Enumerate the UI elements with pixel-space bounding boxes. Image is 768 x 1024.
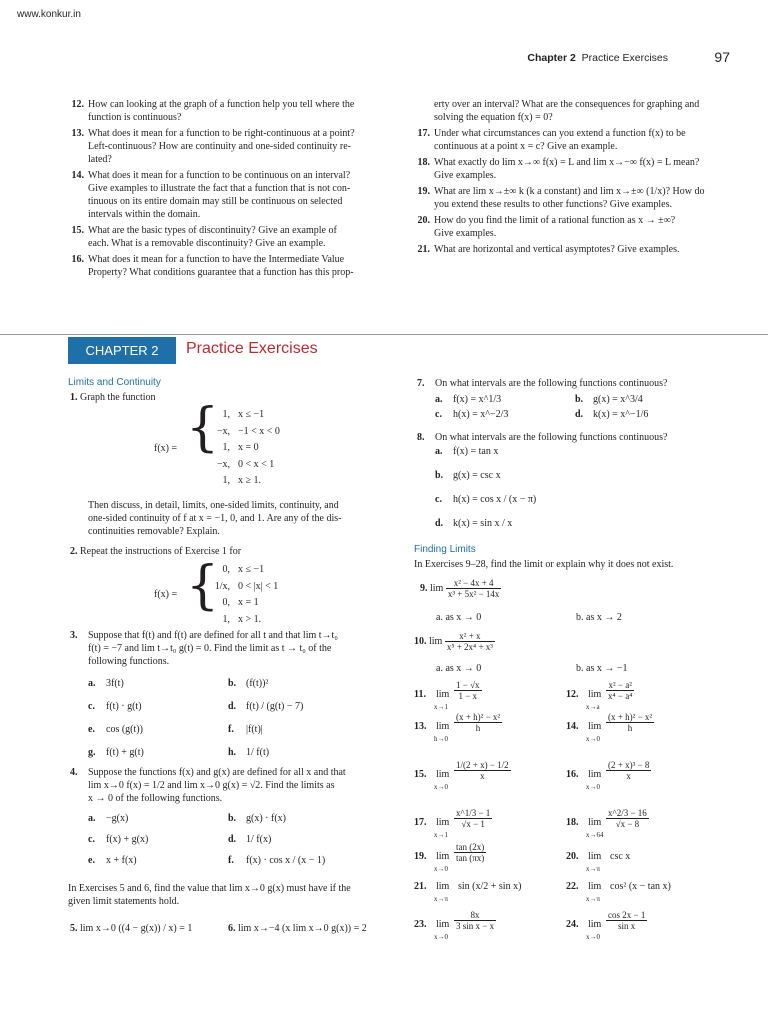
numerator: x² − a² bbox=[606, 680, 634, 691]
exercise-number: 15. bbox=[414, 769, 427, 780]
part-expression: g(x) · f(x) bbox=[246, 813, 286, 824]
lim-word: lim bbox=[588, 817, 602, 828]
exercise-5 bbox=[70, 922, 192, 935]
question-line: solving the equation f(x) = 0? bbox=[434, 112, 553, 123]
part-expression: cos (g(t)) bbox=[106, 724, 143, 735]
numerator: (x + h)² − x² bbox=[608, 712, 653, 722]
exercise-number: 21. bbox=[414, 881, 427, 892]
case-value: 1/x, bbox=[214, 580, 230, 592]
exercise-line: x → 0 of the following functions. bbox=[88, 793, 223, 804]
numerator: x^2/3 − 16 bbox=[608, 808, 647, 818]
exercise-number: 1. bbox=[70, 392, 78, 403]
question-line: Give examples. bbox=[434, 228, 497, 239]
limit-subscript: x→0 bbox=[586, 783, 600, 791]
part-label: a. bbox=[88, 813, 96, 824]
limit-exercise bbox=[566, 760, 716, 794]
part-label: c. bbox=[88, 701, 95, 712]
limit-subscript: x→64 bbox=[586, 831, 604, 839]
part-label: f. bbox=[228, 855, 234, 866]
case-condition: x ≤ −1 bbox=[238, 564, 265, 575]
lim-word: lim bbox=[588, 769, 602, 780]
part-expression: h(x) = cos x / (x − π) bbox=[453, 494, 537, 505]
part-label: d. bbox=[228, 834, 237, 845]
section-divider bbox=[0, 334, 768, 335]
question-number: 20. bbox=[417, 215, 430, 226]
denominator: h bbox=[627, 723, 633, 733]
question-line: Give examples. bbox=[434, 170, 497, 181]
question-line: How can looking at the graph of a function help you tell where the bbox=[88, 99, 355, 110]
exercise-number: 2. bbox=[70, 546, 78, 557]
exercise-number: 10. bbox=[414, 635, 427, 647]
fraction bbox=[606, 712, 654, 733]
lim-word: lim bbox=[436, 851, 450, 862]
fraction bbox=[606, 680, 634, 701]
limit-exercise bbox=[414, 872, 564, 906]
question-line: What are the basic types of discontinuity? Give an example of bbox=[88, 225, 337, 236]
case-value: −x, bbox=[216, 425, 230, 437]
denominator: x⁵ + 2x⁴ + x³ bbox=[446, 642, 493, 652]
exercise-1 bbox=[70, 391, 156, 404]
numerator: 1/(2 + x) − 1/2 bbox=[456, 760, 509, 770]
case-condition: x ≥ 1. bbox=[238, 475, 261, 486]
case-value: 0, bbox=[222, 564, 230, 575]
part-label: e. bbox=[88, 855, 95, 866]
exercise-9 bbox=[420, 578, 501, 599]
part-expression: g(x) = x^3/4 bbox=[593, 394, 643, 405]
question-line: What does it mean for a function to be continuous on an interval? bbox=[88, 170, 351, 181]
limit-exercise bbox=[414, 842, 564, 876]
case-value: 0, bbox=[222, 597, 230, 608]
ex2-fx-label: f(x) = bbox=[154, 589, 178, 600]
fraction bbox=[606, 808, 649, 829]
question-line: What are lim x→±∞ k (k a constant) and lim x→±∞ (1/x)? How do bbox=[434, 186, 705, 197]
fraction bbox=[454, 680, 482, 701]
question-line: What are horizontal and vertical asymptotes? Give examples. bbox=[434, 244, 680, 255]
denominator: √x − 8 bbox=[615, 819, 640, 829]
question-line: lated? bbox=[88, 154, 112, 165]
part-expression: f(t) · g(t) bbox=[106, 701, 142, 712]
numerator: cos 2x − 1 bbox=[608, 910, 646, 920]
exercise-number: 23. bbox=[414, 919, 427, 930]
denominator: h bbox=[475, 723, 481, 733]
fraction bbox=[454, 760, 511, 781]
exercise-number: 17. bbox=[414, 817, 427, 828]
limit-exercise bbox=[566, 712, 716, 746]
exercise-number: 6. bbox=[228, 923, 236, 934]
part-expression: f(x) + g(x) bbox=[106, 834, 149, 845]
exercise-number: 13. bbox=[414, 721, 427, 732]
denominator: x bbox=[480, 771, 485, 781]
question-line: continuous at a point x = c? Give an example. bbox=[434, 141, 618, 152]
ex10-part-b: b. as x → −1 bbox=[576, 663, 628, 674]
numerator: tan (2x) bbox=[454, 842, 486, 853]
running-header bbox=[527, 52, 668, 64]
part-label: d. bbox=[228, 701, 237, 712]
question-number: 12. bbox=[71, 99, 84, 110]
part-label: a. bbox=[435, 394, 443, 405]
fraction bbox=[454, 842, 486, 863]
limit-subscript: x→0 bbox=[434, 865, 448, 873]
exercise-line: lim x→0 f(x) = 1/2 and lim x→0 g(x) = √2. Find the limits as bbox=[88, 780, 335, 791]
part-expression: −g(x) bbox=[106, 813, 129, 824]
lim-word: lim bbox=[436, 919, 450, 930]
lim-word: lim bbox=[588, 851, 602, 862]
exercise-number: 16. bbox=[566, 769, 579, 780]
question-line: What does it mean for a function to have the Intermediate Value bbox=[88, 254, 345, 265]
lim-word: lim bbox=[588, 881, 602, 892]
part-label: c. bbox=[88, 834, 95, 845]
question-line: Left-continuous? How are continuity and one-sided continuity re- bbox=[88, 141, 351, 152]
limit-exercise bbox=[414, 760, 564, 794]
exercise-number: 7. bbox=[417, 378, 425, 389]
exercise-number: 24. bbox=[566, 919, 579, 930]
limit-subscript: x→π bbox=[586, 865, 601, 873]
part-label: g. bbox=[88, 747, 96, 758]
fraction bbox=[454, 712, 502, 733]
denominator: √x − 1 bbox=[461, 819, 485, 829]
question-number: 21. bbox=[417, 244, 430, 255]
exercise-line: Suppose the functions f(x) and g(x) are defined for all x and that bbox=[88, 767, 346, 778]
exercise-number: 20. bbox=[566, 851, 579, 862]
question-line: tinuous on its entire domain may still be continuous on selected bbox=[88, 196, 343, 207]
ex1-fx-label: f(x) = bbox=[154, 443, 178, 454]
question-number: 18. bbox=[417, 157, 430, 168]
exercise-number: 22. bbox=[566, 881, 579, 892]
question-line: Property? What conditions guarantee that a function has this prop- bbox=[88, 267, 354, 278]
part-expression: g(x) = csc x bbox=[453, 470, 501, 481]
fraction bbox=[454, 808, 492, 829]
limit-subscript: x→1 bbox=[434, 831, 448, 839]
lim-word: lim bbox=[436, 721, 450, 732]
question-line: What exactly do lim x→∞ f(x) = L and lim x→−∞ f(x) = L mean? bbox=[434, 157, 700, 168]
part-expression: 1/ f(x) bbox=[246, 834, 272, 845]
part-label: e. bbox=[88, 724, 95, 735]
limit-exercise bbox=[566, 872, 716, 906]
limit-expression: cos² (x − tan x) bbox=[610, 881, 671, 892]
part-label: c. bbox=[435, 409, 442, 420]
numerator: 8x bbox=[454, 910, 496, 921]
part-expression: f(t) + g(t) bbox=[106, 747, 144, 758]
part-expression: f(t) / (g(t) − 7) bbox=[246, 701, 304, 712]
part-label: b. bbox=[228, 678, 237, 689]
denominator: x³ + 5x² − 14x bbox=[447, 589, 500, 599]
denominator: tan (πx) bbox=[456, 853, 485, 863]
part-expression: f(x) = tan x bbox=[453, 446, 499, 457]
limit-expression: csc x bbox=[610, 851, 631, 862]
part-expression: k(x) = x^−1/6 bbox=[593, 409, 649, 420]
exercise-line: following functions. bbox=[88, 656, 170, 667]
finding-limits-intro: In Exercises 9–28, find the limit or explain why it does not exist. bbox=[414, 559, 674, 570]
exercise-number: 5. bbox=[70, 923, 78, 934]
case-condition: 0 < |x| < 1 bbox=[238, 580, 279, 592]
part-expression: |f(t)| bbox=[246, 724, 263, 735]
limit-exercise bbox=[414, 680, 564, 714]
part-expression: x + f(x) bbox=[106, 855, 137, 866]
lim-word: lim bbox=[429, 635, 443, 647]
numerator: (x + h)² − x² bbox=[456, 712, 501, 722]
limit-exercise bbox=[566, 910, 716, 944]
numerator: x^1/3 − 1 bbox=[456, 808, 491, 818]
denominator: sin x bbox=[618, 921, 636, 931]
exercise-number: 4. bbox=[70, 767, 78, 778]
limit-exercise bbox=[566, 680, 716, 714]
case-condition: x > 1. bbox=[238, 613, 262, 625]
section-heading-limits: Limits and Continuity bbox=[68, 377, 161, 388]
exercise-number: 19. bbox=[414, 851, 427, 862]
limit-subscript: x→π bbox=[586, 895, 601, 903]
part-expression: k(x) = sin x / x bbox=[453, 518, 513, 529]
case-value: 1, bbox=[222, 475, 230, 486]
exercise-line: On what intervals are the following functions continuous? bbox=[435, 432, 668, 443]
fraction bbox=[446, 578, 502, 599]
lim-word: lim bbox=[436, 817, 450, 828]
exercise-number: 11. bbox=[414, 689, 426, 700]
exercise-expression: lim x→0 ((4 − g(x)) / x) = 1 bbox=[80, 923, 193, 934]
limit-exercise bbox=[414, 808, 564, 842]
lim-word: lim bbox=[436, 881, 450, 892]
question-number: 14. bbox=[71, 170, 84, 181]
exercise-line: On what intervals are the following functions continuous? bbox=[435, 378, 668, 389]
exercise-number: 12. bbox=[566, 689, 579, 700]
part-expression: h(x) = x^−2/3 bbox=[453, 409, 509, 420]
ex10-part-a: a. as x → 0 bbox=[436, 663, 482, 674]
numerator: (2 + x)³ − 8 bbox=[608, 760, 650, 770]
part-expression: 1/ f(t) bbox=[246, 747, 270, 758]
denominator: 1 − x bbox=[458, 691, 478, 701]
part-label: a. bbox=[435, 446, 443, 457]
denominator: x bbox=[626, 771, 631, 781]
question-number: 13. bbox=[71, 128, 84, 139]
chapter-title: Practice Exercises bbox=[186, 340, 318, 357]
part-label: b. bbox=[575, 394, 584, 405]
exercise-expression: lim x→−4 (x lim x→0 g(x)) = 2 bbox=[238, 923, 367, 934]
part-expression: 3f(t) bbox=[106, 678, 124, 689]
case-condition: x = 0 bbox=[238, 442, 259, 453]
fraction bbox=[454, 910, 496, 931]
question-line: What does it mean for a function to be right-continuous at a point? bbox=[88, 128, 355, 139]
question-line: How do you find the limit of a rational function as x → ±∞? bbox=[434, 215, 676, 226]
question-line: Under what circumstances can you extend a function f(x) to be bbox=[434, 128, 686, 139]
part-label: h. bbox=[228, 747, 237, 758]
part-label: a. bbox=[88, 678, 96, 689]
case-condition: 0 < x < 1 bbox=[238, 458, 275, 470]
question-line: each. What is a removable discontinuity? Give an example. bbox=[88, 238, 326, 249]
limit-exercise bbox=[414, 712, 564, 746]
limit-subscript: x→0 bbox=[586, 933, 600, 941]
ex9-part-a: a. as x → 0 bbox=[436, 612, 482, 623]
case-condition: −1 < x < 0 bbox=[238, 425, 280, 437]
site-url[interactable]: www.konkur.in bbox=[17, 9, 81, 20]
part-label: b. bbox=[228, 813, 237, 824]
case-condition: x = 1 bbox=[238, 597, 259, 608]
ex2-brace: { bbox=[186, 556, 220, 616]
ex9-part-b: b. as x → 2 bbox=[576, 612, 622, 623]
exercise-text: Graph the function bbox=[80, 392, 156, 403]
exercise-number: 3. bbox=[70, 630, 78, 641]
part-label: c. bbox=[435, 494, 442, 505]
question-line: you extend these results to other functions? Give examples. bbox=[434, 199, 672, 210]
denominator: 3 sin x − x bbox=[456, 921, 495, 931]
limit-exercise bbox=[414, 910, 564, 944]
ex1-brace: { bbox=[186, 398, 220, 458]
question-line: intervals within the domain. bbox=[88, 209, 201, 220]
text-line: given limit statements hold. bbox=[68, 896, 180, 907]
exercise-line: Suppose that f(t) and f(t) are defined for all t and that lim t→t₀ bbox=[88, 630, 338, 641]
lim-word: lim bbox=[436, 689, 450, 700]
exercise-number: 18. bbox=[566, 817, 579, 828]
case-value: 1, bbox=[222, 409, 230, 420]
denominator: x⁴ − a⁴ bbox=[608, 691, 633, 701]
case-value: 1, bbox=[222, 442, 230, 453]
lim-word: lim bbox=[588, 689, 602, 700]
numerator: 1 − √x bbox=[456, 680, 480, 690]
case-value: 1, bbox=[222, 613, 230, 625]
limit-subscript: x→1 bbox=[434, 703, 448, 711]
part-expression: f(x) = x^1/3 bbox=[453, 394, 502, 405]
chapter-box: CHAPTER 2 bbox=[68, 337, 176, 364]
header-chapter: Chapter 2 bbox=[527, 52, 576, 64]
limit-subscript: x→0 bbox=[434, 933, 448, 941]
exercise-number: 14. bbox=[566, 721, 579, 732]
exercise-number: 8. bbox=[417, 432, 425, 443]
exercise-number: 9. bbox=[420, 582, 428, 594]
text-line: In Exercises 5 and 6, find the value that lim x→0 g(x) must have if the bbox=[68, 883, 351, 894]
limit-subscript: h→0 bbox=[434, 735, 448, 743]
header-section: Practice Exercises bbox=[581, 52, 668, 64]
question-line: erty over an interval? What are the consequences for graphing and bbox=[434, 99, 700, 110]
numerator: x² + x bbox=[445, 631, 495, 642]
fraction bbox=[606, 760, 651, 781]
limit-subscript: x→a bbox=[586, 703, 600, 711]
section-heading-finding-limits: Finding Limits bbox=[414, 544, 476, 555]
page-number: 97 bbox=[714, 49, 730, 65]
limit-subscript: x→0 bbox=[434, 783, 448, 791]
part-label: d. bbox=[575, 409, 584, 420]
exercise-6 bbox=[228, 922, 367, 935]
text-line: Then discuss, in detail, limits, one-sided limits, continuity, and bbox=[88, 500, 339, 511]
question-number: 16. bbox=[71, 254, 84, 265]
case-value: −x, bbox=[216, 458, 230, 470]
exercise-10 bbox=[414, 631, 495, 652]
part-expression: f(x) · cos x / (x − 1) bbox=[246, 855, 326, 866]
question-number: 17. bbox=[417, 128, 430, 139]
limit-subscript: x→0 bbox=[586, 735, 600, 743]
fraction bbox=[445, 631, 495, 652]
case-condition: x ≤ −1 bbox=[238, 409, 265, 420]
exercise-text: Repeat the instructions of Exercise 1 for bbox=[80, 546, 242, 557]
part-expression: (f(t))² bbox=[246, 678, 269, 689]
question-line: Give examples to illustrate the fact that a function that is not con- bbox=[88, 183, 351, 194]
exercise-line: f(t) = −7 and lim t→t₀ g(t) = 0. Find the limit as t → t₀ of the bbox=[88, 643, 332, 654]
text-line: one-sided continuity of f at x = −1, 0, and 1. Are any of the dis- bbox=[88, 513, 342, 524]
part-label: b. bbox=[435, 470, 444, 481]
fraction bbox=[606, 910, 647, 931]
limit-exercise bbox=[566, 808, 716, 842]
limit-expression: sin (x/2 + sin x) bbox=[458, 881, 522, 892]
part-label: f. bbox=[228, 724, 234, 735]
limit-exercise bbox=[566, 842, 716, 876]
lim-word: lim bbox=[430, 582, 444, 594]
limit-subscript: x→π bbox=[434, 895, 449, 903]
lim-word: lim bbox=[588, 721, 602, 732]
question-line: function is continuous? bbox=[88, 112, 182, 123]
lim-word: lim bbox=[588, 919, 602, 930]
question-number: 19. bbox=[417, 186, 430, 197]
question-number: 15. bbox=[71, 225, 84, 236]
numerator: x² − 4x + 4 bbox=[446, 578, 502, 589]
lim-word: lim bbox=[436, 769, 450, 780]
text-line: continuities removable? Explain. bbox=[88, 526, 220, 537]
part-label: d. bbox=[435, 518, 444, 529]
